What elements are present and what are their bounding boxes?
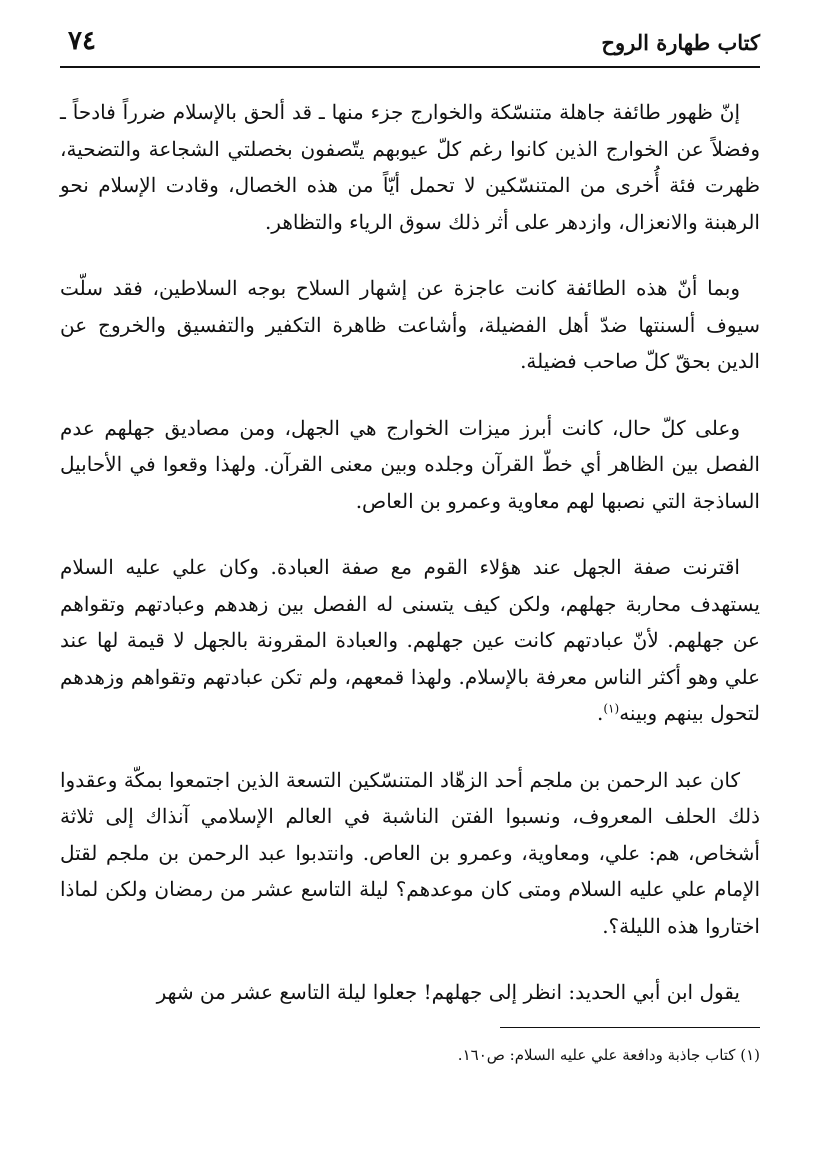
footnote: (١) كتاب جاذبة ودافعة علي عليه السلام: ص١٦٠. bbox=[457, 1046, 760, 1064]
paragraph-2: وبما أنّ هذه الطائفة كانت عاجزة عن إشهار السلاح بوجه السلاطين، فقد سلّت سيوف ألسنتها ضدّ أهل الفضيلة، وأشاعت ظاهرة التكفير والتفسيق والخروج عن الدين بحقّ كلّ صاحب فضيلة. bbox=[60, 276, 760, 373]
page-header bbox=[60, 22, 760, 68]
paragraph-6: يقول ابن أبي الحديد: انظر إلى جهلهم! جعلوا ليلة التاسع عشر من شهر bbox=[156, 980, 740, 1004]
page-number: ٧٤ bbox=[68, 26, 96, 56]
footnote-reference[interactable]: (١) bbox=[603, 701, 620, 716]
body-text bbox=[60, 94, 760, 1011]
paragraph-4: اقترنت صفة الجهل عند هؤلاء القوم مع صفة العبادة. وكان علي عليه السلام يستهدف محاربة جهلهم، ولكن كيف يتسنى له الفصل بين زهدهم وعبادتهم وتقواهم عن جهلهم. لأنّ عبادتهم كانت عين جهلهم. والعبادة المقرونة بالجهل لا قيمة لها عند علي وهو أكثر الناس معرفة بالإسلام. ولهذا قمعهم، ولم تكن عبادتهم وتقواهم وزهدهم لتحول بينهم وبينه$^{(١)}$. bbox=[60, 555, 760, 725]
paragraph-5: كان عبد الرحمن بن ملجم أحد الزهّاد المتنسّكين التسعة الذين اجتمعوا بمكّة وعقدوا ذلك الحلف المعروف، ونسبوا الفتن الناشبة في العالم الإسلامي آنذاك إلى ثلاثة أشخاص، هم: علي، ومعاوية، وعمرو بن العاص. وانتدبوا عبد الرحمن بن ملجم لقتل الإمام علي عليه السلام ومتى كان موعدهم؟ ليلة التاسع عشر من رمضان ولكن لماذا اختاروا هذه الليلة؟. bbox=[60, 767, 760, 938]
running-title: كتاب طهارة الروح bbox=[601, 30, 760, 55]
book-page bbox=[60, 22, 760, 1132]
paragraph-1: إنّ ظهور طائفة جاهلة متنسّكة والخوارج جزء منها ـ قد ألحق بالإسلام ضرراً فادحاً ـ وفضلاً عن الخوارج الذين كانوا رغم كلّ عيوبهم يتّصفون بخصلتي الشجاعة والتضحية، ظهرت فئة أُخرى من المتنسّكين لا تحمل أيّاً من هذه الخصال، وقادت الإسلام نحو الرهبنة والانعزال، وازدهر على أثر ذلك سوق الرياء والتظاهر. bbox=[60, 100, 760, 234]
paragraph-3: وعلى كلّ حال، كانت أبرز ميزات الخوارج هي الجهل، ومن مصاديق جهلهم عدم الفصل بين الظاهر أي خطّ القرآن وجلده وبين معنى القرآن. ولهذا وقعوا في الأحابيل الساذجة التي نصبها لهم معاوية وعمرو بن العاص. bbox=[60, 415, 760, 513]
footnote-divider bbox=[500, 1027, 760, 1028]
